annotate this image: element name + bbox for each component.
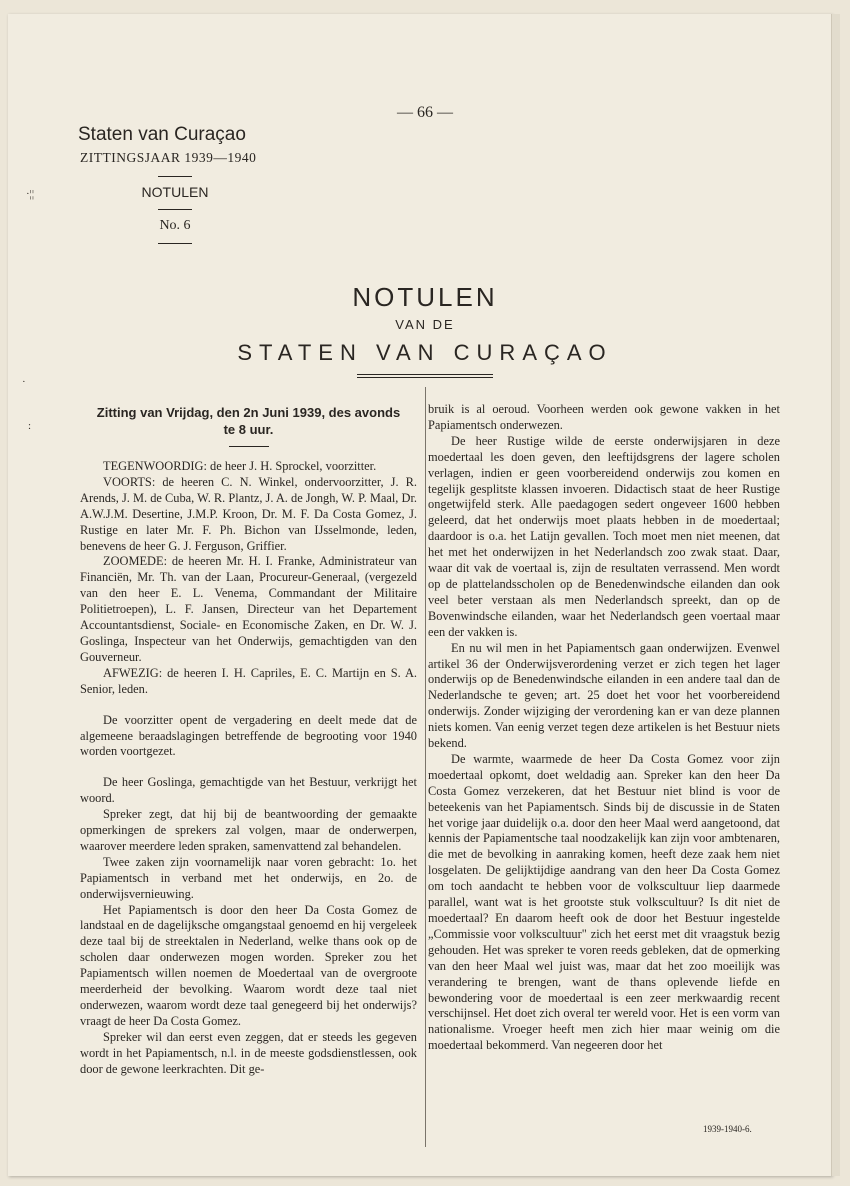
divider [158, 243, 192, 244]
footer-code: 1939-1940-6. [703, 1124, 752, 1134]
paragraph: VOORTS: de heeren C. N. Winkel, ondervoorzitter, J. R. Arends, J. M. de Cuba, W. R. Plantz, J. A. de Jongh, W. P. Maal, Dr. A.W.J.M. Desertine, J.M.P. Kroon, Dr. M. F. Da Costa Gomez, J. Rustige en later Mr. F. Ph. Bichon van IJsselmonde, leden, benevens de heer G. J. Ferguson, Griffier. [80, 474, 417, 553]
paragraph: De warmte, waarmede de heer Da Costa Gomez voor zijn moedertaal opkomt, doet weldadig aan. Spreker kan den heer Da Costa Gomez verzekeren, dat het Bestuur niet blind is voor de beteekenis van het Papiamentsch. Sinds bij de discussie in de Staten het vorige jaar duidelijk o.a. door den heer Maal werd aangetoond, dat kennis der Papiamentsche taal noodzakelijk kan zijn voor ambtenaren, die met de bevolking in aanraking komen, heeft deze zaak hem niet losgelaten. De gelijktijdige aandrang van den heer Da Costa Gomez om toch aandacht te hebben voor de volkscultuur liep daarmede parallel, want wat is het grootste stuk volkscultuur? Is dit niet de moedertaal? En daarom heeft ook de door het Bestuur ingestelde „Commissie voor volkscultuur" zich het eerst met dit vraagstuk bezig gehouden. Het was spreker te voren reeds gebleken, dat de opmerking van den heer Maal wel juist was, maar dat het zoo moeilijk was verandering te brengen, want de thans oplevende liefde en bewondering voor de moedertaal is een zeer merkwaardig recent verschijnsel. Het doet zich overal ter wereld voor. Het is een vorm van nationalisme. Vroeger heeft men zich hier maar weinig om die moedertaal bekommerd. Van negeeren door het [428, 751, 780, 1053]
divider [158, 209, 192, 210]
page-edge [831, 14, 840, 1176]
paragraph: Spreker zegt, dat hij bij de beantwoording der gemaakte opmerkingen de sprekers zal volgen, maar de onderwerpen, waarover meerdere leden spraken, samenvattend zal behandelen. [80, 807, 417, 853]
title-rule [357, 374, 493, 378]
paragraph: Twee zaken zijn voornamelijk naar voren gebracht: 1o. het Papiamentsch in verband met het onderwijs, en 2o. de onderwijsvernieuwing. [80, 854, 417, 901]
session-heading-line2: te 8 uur. [223, 422, 274, 437]
paragraph: De voorzitter opent de vergadering en deelt mede dat de algemeene beraadslagingen betreffende de begrooting voor 1940 worden voortgezet. [80, 712, 417, 759]
page-number: — 66 — [397, 104, 453, 121]
paragraph: ZOOMEDE: de heeren Mr. H. I. Franke, Administrateur van Financiën, Mr. Th. van der Laan, Procureur-Generaal, (vergezeld van den heer E. L. Venema, Commandant der Militaire Politietroepen), L. F. Jansen, Directeur van het Departement Accountantsdienst, Sociale- en Economische Zaken, en Dr. W. J. Goslinga, Inspecteur van het Onderwijs, gemachtigden van den Gouverneur. [80, 554, 417, 664]
paragraph: Het Papiamentsch is door den heer Da Costa Gomez de landstaal en de dagelijksche omgangstaal genoemd en hij vergeleek deze taal bij de streektalen in Nederland, welke thans ook op de scholen daar onderwezen mogen worden. Spreker zou het Papiamentsch willen noemen de Moedertaal van de overgroote meerderheid der bevolking. Waarom wordt deze taal niet onderwezen, waarom wordt deze taal genegeerd bij het onderwijs? vraagt de heer Da Costa Gomez. [80, 902, 417, 1028]
paragraph: bruik is al oeroud. Voorheen werden ook gewone vakken in het Papiamentsch onderwezen. [428, 402, 780, 432]
paragraph: Spreker wil dan eerst even zeggen, dat er steeds les gegeven wordt in het Papiamentsch, n.l. in de meeste godsdienstlessen, ook door de gewone leerkrachten. Dit ge- [80, 1029, 417, 1076]
header-session-year: ZITTINGSJAAR 1939—1940 [80, 150, 257, 165]
paragraph: De heer Goslinga, gemachtigde van het Bestuur, verkrijgt het woord. [80, 775, 417, 806]
paragraph: TEGENWOORDIG: de heer J. H. Sprockel, voorzitter. [103, 459, 377, 473]
paragraph: En nu wil men in het Papiamentsch gaan onderwijzen. Evenwel artikel 36 der Onderwijsverordening verzet er zich tegen het lager onderwijs op de Benedenwindsche eilanden in een andere taal dan de Nederlandsche te geven; art. 25 doet het voor het voorbereidend onderwijs. Zonder wijziging der verordening kan er van deze plannen niets komen. Van eenig verzet tegen deze artikelen is het Bestuur niets bekend. [428, 640, 780, 751]
main-title-org: STATEN VAN CURAÇAO [237, 340, 613, 365]
divider [229, 446, 269, 447]
paragraph: De heer Rustige wilde de eerste onderwijsjaren in deze moedertaal les doen geven, den leeftijdsgrens der lagere scholen verlagen, indien er geen voorbereidend onderwijs zou komen en tegelijk gesplitste klassen invoeren. Didactisch staat de heer Rustige ongetwijfeld sterk. Alle paedagogen sedert ongeveer 1600 hebben geleerd, dat het onderwijs moet plaats hebben in de moedertaal; daardoor is o.a. het Latijn gevallen. Toch moet men niet meenen, dat het met het onderwijzen in het Nederlandsch zoo zwak staat. Daar, waar dit vak de voertaal is, zijn de resultaten verrassend. Men wordt op de plattelandsscholen op de Benedenwindsche eilanden dan ook veel beter verstaan als men Nederlandsch spreekt, dan op de Bovenwindsche eilanden, waar het Nederlandsch geen voertaal maar een der vakken is. [428, 433, 780, 639]
header-title: Staten van Curaçao [78, 124, 246, 145]
left-column [80, 404, 417, 1078]
margin-mark: : [28, 420, 32, 432]
main-title-sub: VAN DE [395, 317, 455, 332]
column-divider [425, 387, 426, 1147]
right-column [428, 402, 780, 1054]
header-doc-type: NOTULEN [141, 184, 209, 200]
header-issue-number: No. 6 [159, 218, 191, 233]
margin-mark: ·¦¦ [26, 188, 35, 200]
paragraph: AFWEZIG: de heeren I. H. Capriles, E. C. Martijn en S. A. Senior, leden. [80, 665, 417, 696]
divider [158, 176, 192, 177]
session-heading-line1: Zitting van Vrijdag, den 2n Juni 1939, des avonds [96, 405, 401, 420]
main-title: NOTULEN [352, 282, 498, 312]
session-heading [80, 404, 417, 438]
margin-mark: · [22, 376, 26, 388]
